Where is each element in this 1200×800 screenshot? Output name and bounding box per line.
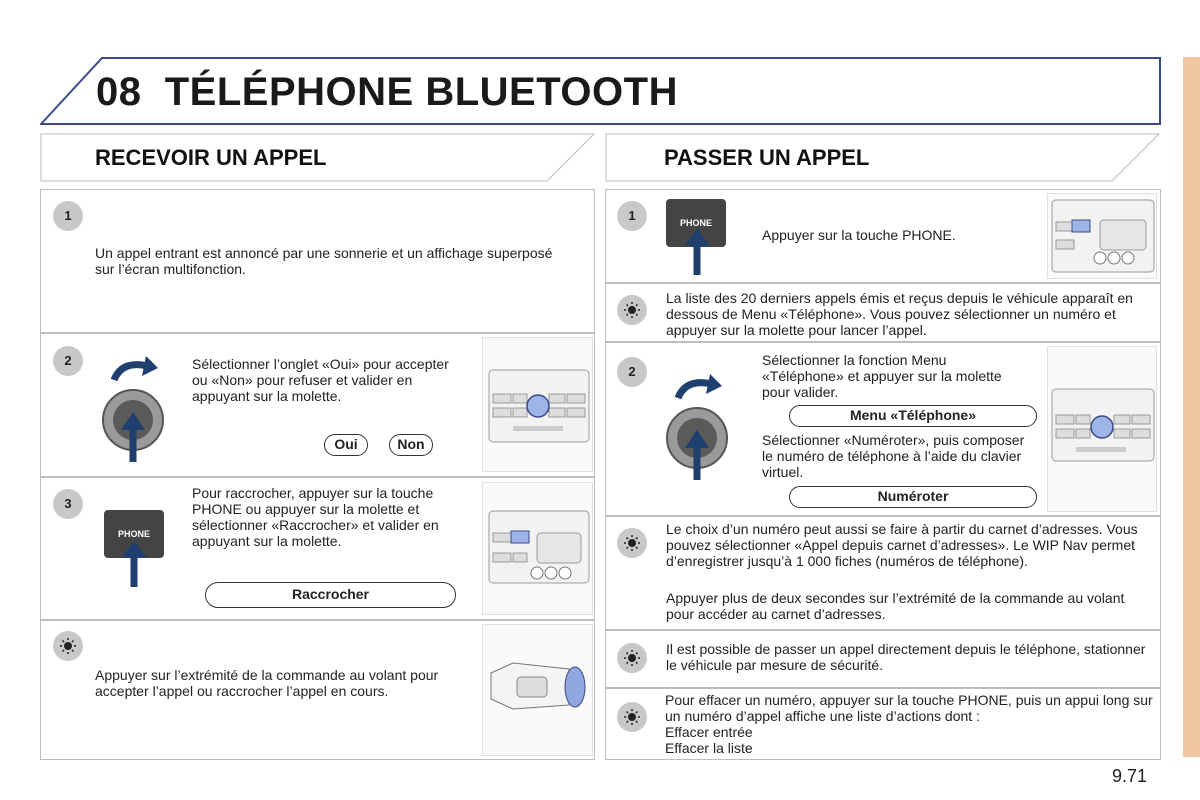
- tip-bulb-icon: [617, 643, 647, 673]
- left-step2-text: Sélectionner l’onglet «Oui» pour accepter ou «Non» pour refuser et valider en appuyant sur la molette.: [192, 356, 449, 404]
- hang-up-button[interactable]: Raccrocher: [205, 582, 456, 608]
- phone-key-label: PHONE: [117, 529, 150, 539]
- console-thumbnail-phone: [482, 482, 593, 615]
- tip-bulb-icon: [617, 702, 647, 732]
- page-title: [96, 70, 678, 115]
- left-tip-text: Appuyer sur l’extrémité de la commande au volant pour accepter l’appel ou raccrocher l’appel en cours.: [95, 667, 439, 699]
- dial-button[interactable]: Numéroter: [789, 486, 1037, 508]
- chapter-side-tab: [1183, 57, 1200, 757]
- left-step3-text: Pour raccrocher, appuyer sur la touche PHONE ou appuyer sur la molette et sélectionner «Raccrocher» et valider en appuyant sur la molette.: [192, 485, 439, 549]
- steering-stalk-illustration: [483, 625, 594, 757]
- right-tip4-text: Pour effacer un numéro, appuyer sur la touche PHONE, puis un appui long sur un numéro d’appel affiche une liste d’actions dont :: [665, 692, 1153, 724]
- step-number: 3: [53, 489, 83, 519]
- console-thumbnail-phone: [1047, 193, 1157, 279]
- steering-control-thumbnail: [482, 624, 593, 756]
- phone-key-label: PHONE: [679, 218, 712, 228]
- console-illustration: [483, 483, 594, 616]
- right-tip2-text1: Le choix d’un numéro peut aussi se faire à partir du carnet d’adresses. Vous pouvez sélectionner «Appel depuis carnet d’adresses». Le WIP Nav permet d’enregistrer jusqu’à 1 000 fiches (numéros de téléphone).: [666, 521, 1138, 569]
- tip-bulb-icon: [53, 631, 83, 661]
- left-section-heading: RECEVOIR UN APPEL: [95, 145, 327, 170]
- rotary-knob-icon: [100, 352, 170, 462]
- tip-bulb-icon: [617, 295, 647, 325]
- right-step2-text1: Sélectionner la fonction Menu «Téléphone» et appuyer sur la molette pour valider.: [762, 352, 1002, 400]
- step-number: 1: [53, 201, 83, 231]
- right-step1-text: Appuyer sur la touche PHONE.: [762, 227, 956, 243]
- right-tip2-text2: Appuyer plus de deux secondes sur l’extrémité de la commande au volant pour accéder au carnet d’adresses.: [666, 590, 1125, 622]
- console-illustration: [1048, 347, 1158, 513]
- right-tip4-item1: Effacer entrée: [665, 724, 753, 740]
- left-step1-text: Un appel entrant est annoncé par une sonnerie et un affichage superposé sur l’écran multifonction.: [95, 245, 553, 277]
- chapter-title: TÉLÉPHONE BLUETOOTH: [164, 70, 678, 114]
- console-thumbnail-wheel: [482, 337, 593, 472]
- no-button[interactable]: Non: [389, 434, 433, 456]
- tip-bulb-icon: [617, 528, 647, 558]
- rotary-knob-icon: [664, 370, 734, 480]
- press-arrow-icon: [118, 540, 150, 588]
- console-illustration: [1048, 194, 1158, 280]
- right-step2-text2: Sélectionner «Numéroter», puis composer le numéro de téléphone à l’aide du clavier virtuel.: [762, 432, 1025, 480]
- console-illustration: [483, 338, 594, 473]
- yes-button[interactable]: Oui: [324, 434, 368, 456]
- right-section-heading: PASSER UN APPEL: [664, 145, 870, 170]
- press-arrow-icon: [681, 228, 713, 276]
- right-tip1-text: La liste des 20 derniers appels émis et reçus depuis le véhicule apparaît en dessous de Menu «Téléphone». Vous pouvez sélectionner un numéro et appuyer sur la molette pour lancer l’appel.: [666, 290, 1133, 338]
- chapter-number: 08: [96, 70, 142, 114]
- page-number: 9.71: [1111, 766, 1147, 786]
- step-number: 1: [617, 201, 647, 231]
- step-number: 2: [617, 357, 647, 387]
- right-tip4-item2: Effacer la liste: [665, 740, 753, 756]
- step-number: 2: [53, 346, 83, 376]
- right-tip3-text: Il est possible de passer un appel directement depuis le téléphone, stationner le véhicule par mesure de sécurité.: [666, 641, 1146, 673]
- phone-menu-button[interactable]: Menu «Téléphone»: [789, 405, 1037, 427]
- console-thumbnail-wheel: [1047, 346, 1157, 512]
